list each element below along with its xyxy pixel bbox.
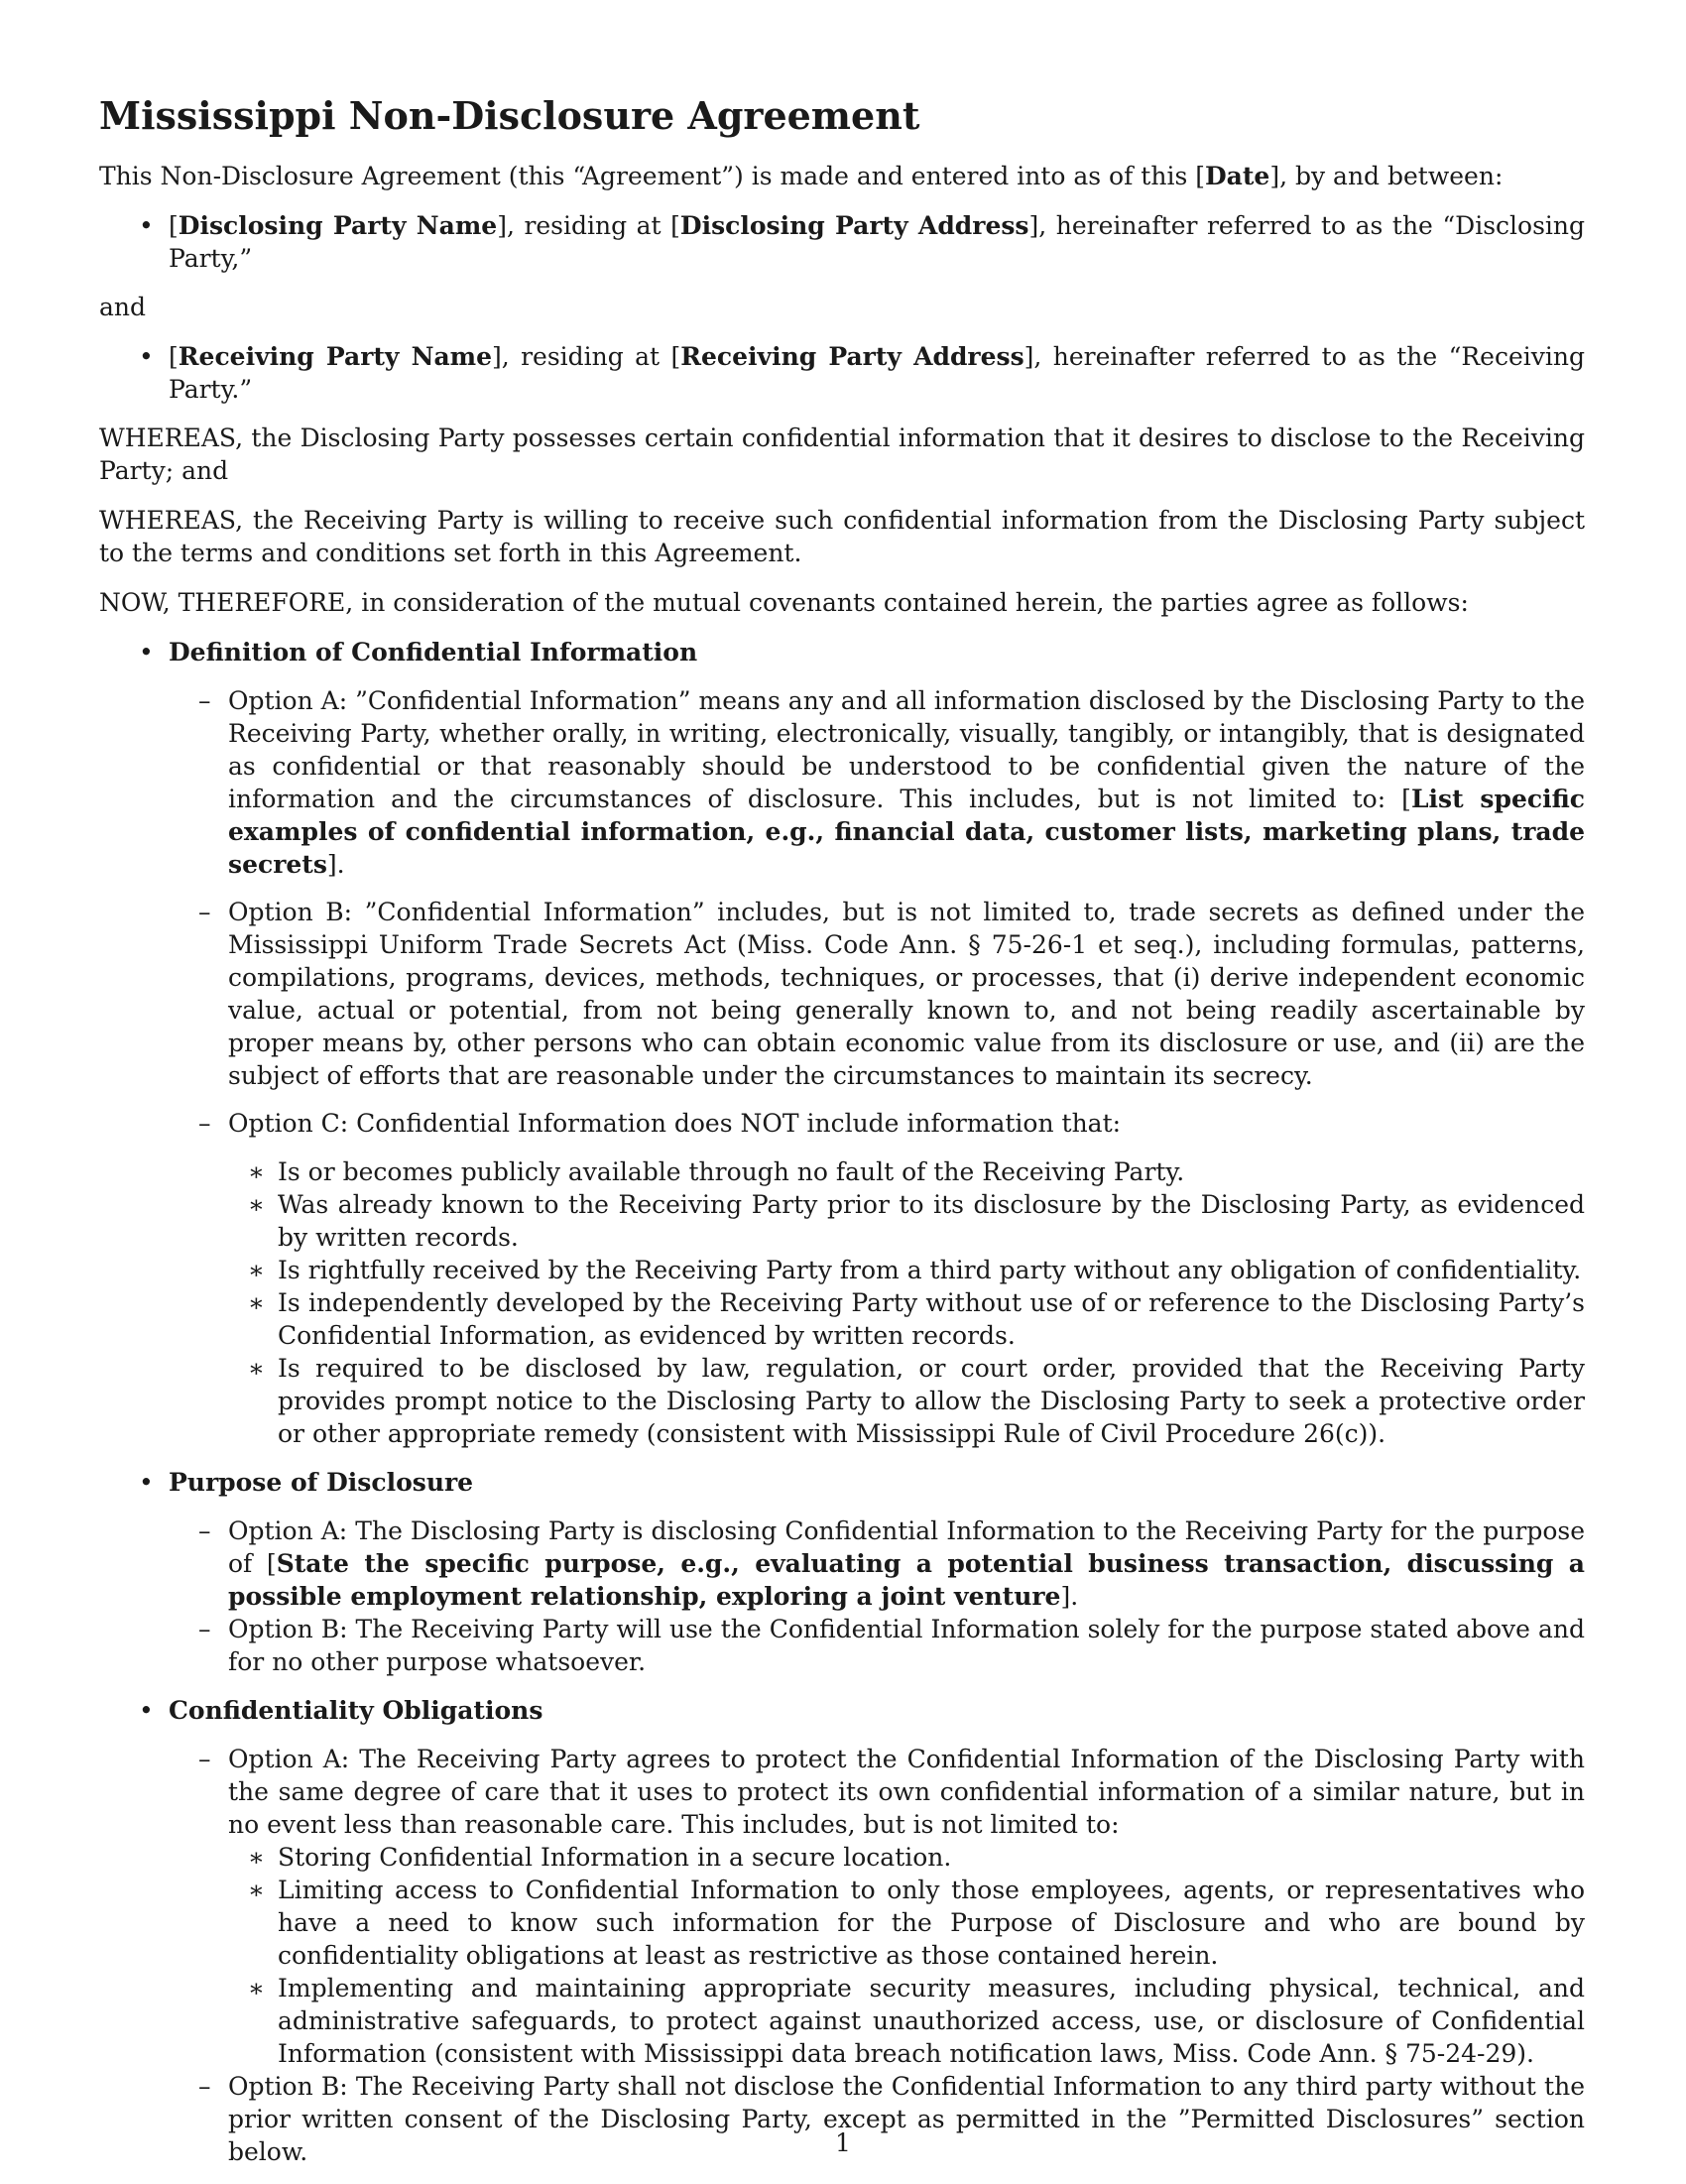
exclusion-item: ∗ Is required to be disclosed by law, regulation, or court order, provided that the Receiving Party provides prompt notice to the Disclosing Party to allow the Disclosing Party to seek a protective order or other appropriate remedy (consistent with Mississippi Rule of Civil Procedure 26(c)). xyxy=(228,1352,1585,1450)
page-number: 1 xyxy=(835,2128,851,2157)
residing-text: ], residing at [ xyxy=(497,211,680,240)
measure-item: ∗ Storing Confidential Information in a secure location. xyxy=(228,1841,1585,1874)
residing-text: ], residing at [ xyxy=(492,342,681,371)
disclosing-party-suffix: ], hereinafter referred to as the “Disclosing Party,” xyxy=(169,211,1586,273)
option-end: ]. xyxy=(326,850,345,879)
bracket-open: [ xyxy=(169,342,179,371)
receiving-party-name: Receiving Party Name xyxy=(178,342,493,371)
section-heading: • Purpose of Disclosure xyxy=(169,1468,474,1497)
definition-option-c xyxy=(169,1107,1585,1450)
exclusion-item: ∗ Was already known to the Receiving Party prior to its disclosure by the Disclosing Party, as evidenced by written records. xyxy=(228,1188,1585,1254)
option-end: ]. xyxy=(1060,1582,1079,1611)
receiving-party-address: Receiving Party Address xyxy=(680,342,1024,371)
intro-text-before: This Non-Disclosure Agreement (this “Agreement”) is made and entered into as of this [ xyxy=(99,162,1205,190)
exclusion-item: ∗ Is or becomes publicly available through no fault of the Receiving Party. xyxy=(228,1155,1585,1188)
option-text: Option A: ”Confidential Information” means any and all information disclosed by the Disclosing Party to the Receiving Party, whether orally, in writing, electronically, visually, tangibly, or intangibly, that is designated as confidential or that reasonably should be understood to be confidential given the nature of the information and the circumstances of disclosure. This includes, but is not limited to: [ xyxy=(228,686,1585,813)
option-text: Option A: The Receiving Party agrees to protect the Confidential Information of the Disclosing Party with the same degree of care that it uses to protect its own confidential information of a similar nature, but in no event less than reasonable care. This includes, but is not limited to: xyxy=(228,1745,1585,1839)
definition-options xyxy=(169,684,1585,1450)
purpose-option-b: – Option B: The Receiving Party will use the Confidential Information solely for the purpose stated above and for no other purpose whatsoever. xyxy=(169,1613,1585,1678)
intro-text-after: ], by and between: xyxy=(1269,162,1504,190)
obligation-option-b: – Option B: The Receiving Party shall not disclose the Confidential Information to any third party without the prior written consent of the Disclosing Party, except as permitted in the ”Permitted Disclosures” section below. xyxy=(169,2070,1585,2168)
and-connector: and xyxy=(99,293,147,321)
section-obligations xyxy=(99,1694,1585,2168)
section-purpose xyxy=(99,1466,1585,1678)
obligation-option-a xyxy=(169,1743,1585,2070)
date-placeholder: Date xyxy=(1204,162,1270,190)
bracket-open: [ xyxy=(169,211,179,240)
purpose-options xyxy=(169,1515,1585,1678)
disclosing-party-item xyxy=(99,209,1585,275)
obligation-options xyxy=(169,1743,1585,2168)
agreement-sections xyxy=(99,636,1585,2168)
intro-paragraph xyxy=(99,160,1585,192)
exclusion-item: ∗ Is rightfully received by the Receiving Party from a third party without any obligation of confidentiality. xyxy=(228,1254,1585,1286)
disclosing-party-list xyxy=(99,209,1585,275)
definition-option-b: – Option B: ”Confidential Information” includes, but is not limited to, trade secrets as defined under the Mississippi Uniform Trade Secrets Act (Miss. Code Ann. § 75-26-1 et seq.), including formulas, patterns, compilations, programs, devices, methods, techniques, or processes, that (i) derive independent economic value, actual or potential, from not being generally known to, and not being readily ascertainable by proper means by, other persons who can obtain economic value from its disclosure or use, and (ii) are the subject of efforts that are reasonable under the circumstances to maintain its secrecy. xyxy=(169,896,1585,1092)
recital-now-therefore: NOW, THEREFORE, in consideration of the mutual covenants contained herein, the parties agree as follows: xyxy=(99,588,1469,617)
section-heading: • Confidentiality Obligations xyxy=(169,1696,543,1725)
exclusion-item: ∗ Is independently developed by the Receiving Party without use of or reference to the Disclosing Party’s Confidential Information, as evidenced by written records. xyxy=(228,1286,1585,1352)
purpose-placeholder: State the specific purpose, e.g., evaluating a potential business transaction, discussing a possible employment relationship, exploring a joint venture xyxy=(228,1549,1585,1611)
measure-item: ∗ Limiting access to Confidential Information to only those employees, agents, or representatives who have a need to know such information for the Purpose of Disclosure and who are bound by confidentiality obligations at least as restrictive as those contained herein. xyxy=(228,1874,1585,1972)
page-title: Mississippi Non-Disclosure Agreement xyxy=(99,93,920,138)
disclosing-party-address: Disclosing Party Address xyxy=(679,211,1029,240)
option-text: Option C: Confidential Information does NOT include information that: xyxy=(228,1109,1122,1138)
measures-list xyxy=(228,1841,1585,2070)
examples-placeholder: List specific examples of confidential information, e.g., financial data, customer lists, marketing plans, trade secrets xyxy=(228,785,1586,879)
receiving-party-item xyxy=(99,340,1585,406)
exclusion-list xyxy=(228,1155,1585,1450)
section-heading: • Definition of Confidential Information xyxy=(169,638,698,667)
disclosing-party-name: Disclosing Party Name xyxy=(178,211,498,240)
recital-whereas-2: WHEREAS, the Receiving Party is willing to receive such confidential information from the Disclosing Party subject to the terms and conditions set forth in this Agreement. xyxy=(99,506,1585,567)
option-text: Option A: The Disclosing Party is disclosing Confidential Information to the Receiving Party for the purpose of [ xyxy=(228,1517,1585,1578)
receiving-party-suffix: ], hereinafter referred to as the “Receiving Party.” xyxy=(169,342,1585,404)
measure-item: ∗ Implementing and maintaining appropriate security measures, including physical, technical, and administrative safeguards, to protect against unauthorized access, use, or disclosure of Confidential Information (consistent with Mississippi data breach notification laws, Miss. Code Ann. § 75-24-29). xyxy=(228,1972,1585,2070)
receiving-party-list xyxy=(99,340,1585,406)
recital-whereas-1: WHEREAS, the Disclosing Party possesses certain confidential information that it desires to disclose to the Receiving Party; and xyxy=(99,424,1585,485)
definition-option-a xyxy=(169,684,1585,881)
purpose-option-a xyxy=(169,1515,1585,1613)
document-page xyxy=(99,81,1585,2184)
section-definition xyxy=(99,636,1585,1450)
